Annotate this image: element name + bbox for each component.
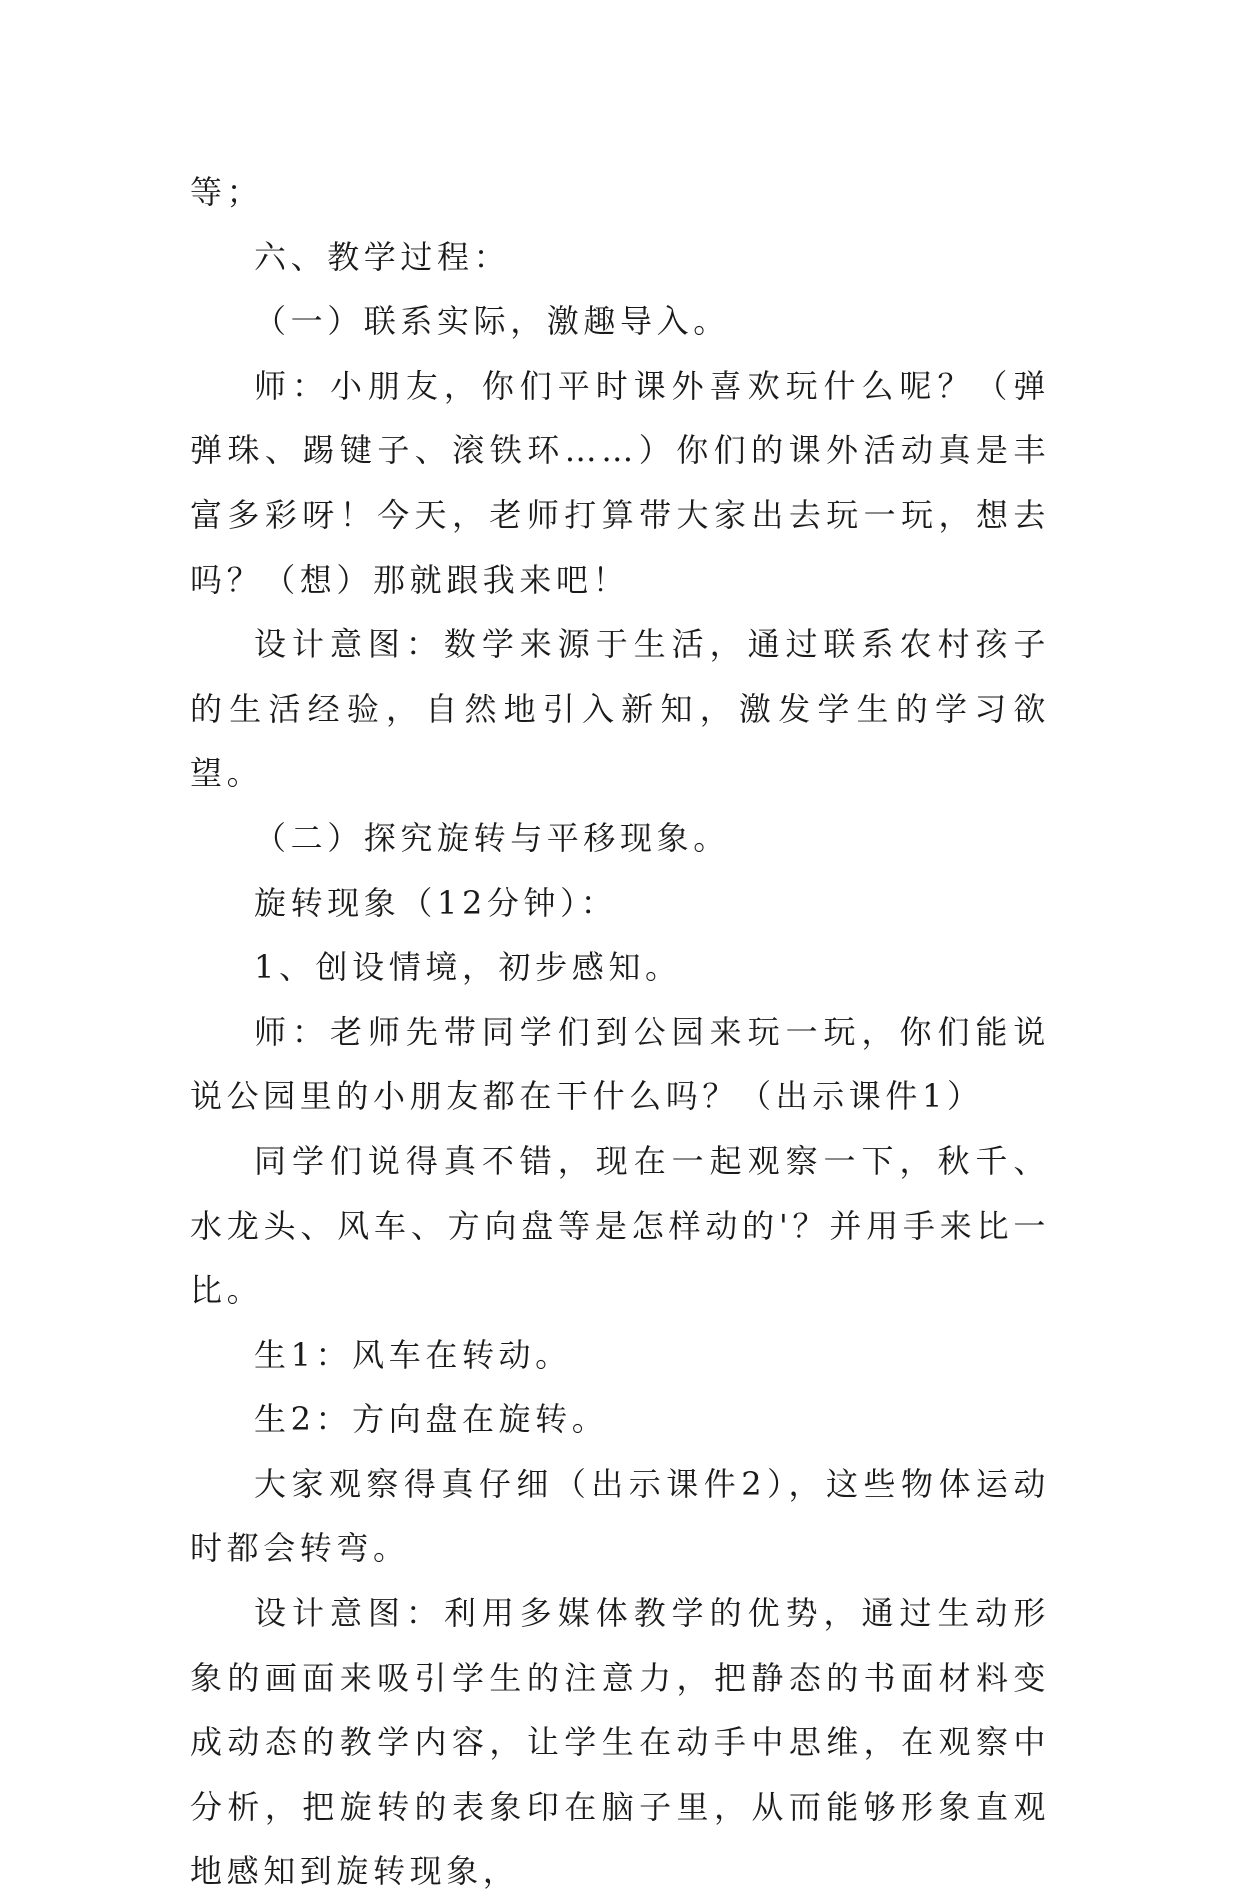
paragraph-observation-prompt: 同学们说得真不错，现在一起观察一下，秋千、水龙头、风车、方向盘等是怎样动的'？并用手来比一比。: [190, 1141, 1050, 1310]
paragraph-rotation-heading: 旋转现象（12分钟）：: [254, 883, 618, 922]
paragraph-design-intent-2: 设计意图：利用多媒体教学的优势，通过生动形象的画面来吸引学生的注意力，把静态的书面材料变成动态的教学内容，让学生在动手中思维，在观察中分析，把旋转的表象印在脑子里，从而能够形象直观地感知到旋转现象，: [190, 1594, 1050, 1891]
paragraph-teacher-dialogue-1: 师：小朋友，你们平时课外喜欢玩什么呢？（弹弹珠、踢键子、滚铁环……）你们的课外活动真是丰富多彩呀！今天，老师打算带大家出去玩一玩，想去吗？（想）那就跟我来吧！: [190, 366, 1050, 599]
section-heading-teaching-process: 六、教学过程：: [254, 237, 511, 276]
paragraph-student-1: 生1：风车在转动。: [254, 1335, 572, 1374]
subsection-heading-introduction: （一）联系实际，激趣导入。: [254, 302, 730, 341]
paragraph-continuation: 等；: [190, 173, 264, 211]
paragraph-step-1: 1、创设情境，初步感知。: [254, 948, 682, 987]
paragraph-design-intent-1: 设计意图：数学来源于生活，通过联系农村孩子的生活经验，自然地引入新知，激发学生的学习欲望。: [190, 625, 1050, 793]
paragraph-teacher-summary: 大家观察得真仔细（出示课件2），这些物体运动时都会转弯。: [190, 1464, 1050, 1568]
subsection-heading-exploration: （二）探究旋转与平移现象。: [254, 818, 730, 857]
document-body: [190, 160, 1050, 1904]
paragraph-teacher-dialogue-2: 师：老师先带同学们到公园来玩一玩，你们能说说公园里的小朋友都在干什么吗？（出示课件1）: [190, 1012, 1050, 1116]
paragraph-student-2: 生2：方向盘在旋转。: [254, 1400, 609, 1439]
